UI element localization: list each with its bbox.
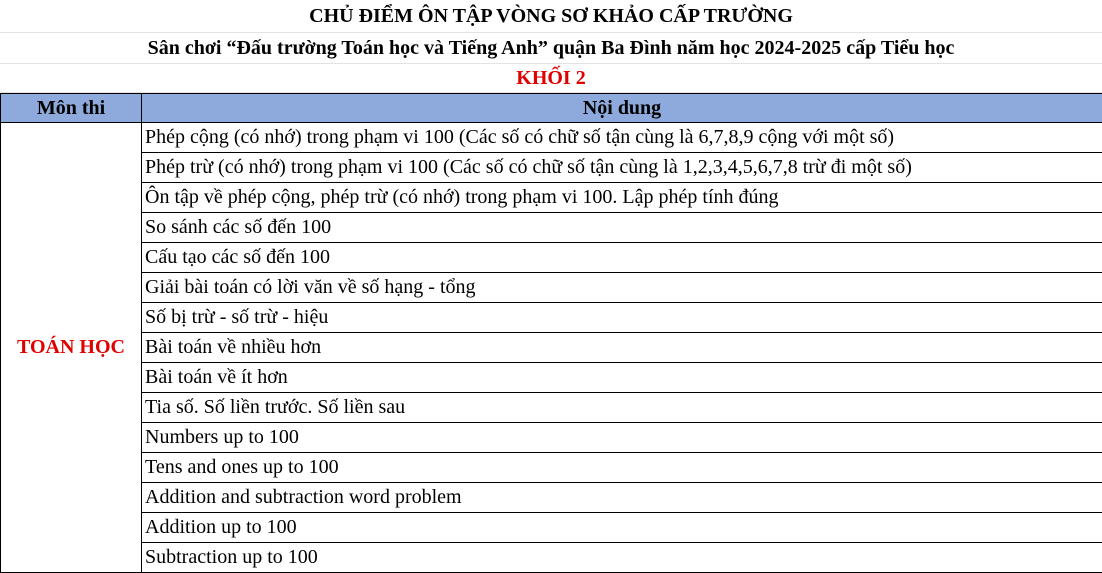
table-row: [1, 333, 1102, 363]
table-row: [1, 483, 1102, 513]
table-row: [1, 183, 1102, 213]
topics-table: [0, 93, 1102, 573]
content-cell[interactable]: Số bị trừ - số trừ - hiệu: [142, 303, 1102, 333]
table-row: [1, 423, 1102, 453]
table-header-row: [1, 94, 1102, 123]
table-row: [1, 303, 1102, 333]
table-row: [1, 363, 1102, 393]
content-cell[interactable]: Addition up to 100: [142, 513, 1102, 543]
content-cell[interactable]: Cấu tạo các số đến 100: [142, 243, 1102, 273]
table-row: [1, 453, 1102, 483]
table-row: [1, 513, 1102, 543]
content-cell[interactable]: Tens and ones up to 100: [142, 453, 1102, 483]
table-row: [1, 213, 1102, 243]
content-cell[interactable]: Addition and subtraction word problem: [142, 483, 1102, 513]
content-cell[interactable]: Numbers up to 100: [142, 423, 1102, 453]
subject-cell[interactable]: TOÁN HỌC: [1, 123, 142, 573]
document-title: CHỦ ĐIỂM ÔN TẬP VÒNG SƠ KHẢO CẤP TRƯỜNG: [0, 0, 1102, 33]
content-cell[interactable]: Giải bài toán có lời văn về số hạng - tổng: [142, 273, 1102, 303]
content-cell[interactable]: Bài toán về nhiều hơn: [142, 333, 1102, 363]
table-row: [1, 153, 1102, 183]
content-cell[interactable]: So sánh các số đến 100: [142, 213, 1102, 243]
table-row: [1, 273, 1102, 303]
header-subject[interactable]: Môn thi: [1, 94, 142, 123]
table-row: [1, 243, 1102, 273]
content-cell[interactable]: Bài toán về ít hơn: [142, 363, 1102, 393]
content-cell[interactable]: Phép cộng (có nhớ) trong phạm vi 100 (Các số có chữ số tận cùng là 6,7,8,9 cộng với một số): [142, 123, 1102, 153]
document-subtitle: Sân chơi “Đấu trường Toán học và Tiếng Anh” quận Ba Đình năm học 2024-2025 cấp Tiểu học: [0, 33, 1102, 64]
content-cell[interactable]: Ôn tập về phép cộng, phép trừ (có nhớ) trong phạm vi 100. Lập phép tính đúng: [142, 183, 1102, 213]
content-cell[interactable]: Subtraction up to 100: [142, 543, 1102, 573]
content-cell[interactable]: Tia số. Số liền trước. Số liền sau: [142, 393, 1102, 423]
table-row: [1, 543, 1102, 573]
table-row: [1, 393, 1102, 423]
table-row: [1, 123, 1102, 153]
header-content[interactable]: Nội dung: [142, 94, 1102, 123]
grade-label: KHỐI 2: [0, 64, 1102, 93]
content-cell[interactable]: Phép trừ (có nhớ) trong phạm vi 100 (Các số có chữ số tận cùng là 1,2,3,4,5,6,7,8 trừ đi một số): [142, 153, 1102, 183]
